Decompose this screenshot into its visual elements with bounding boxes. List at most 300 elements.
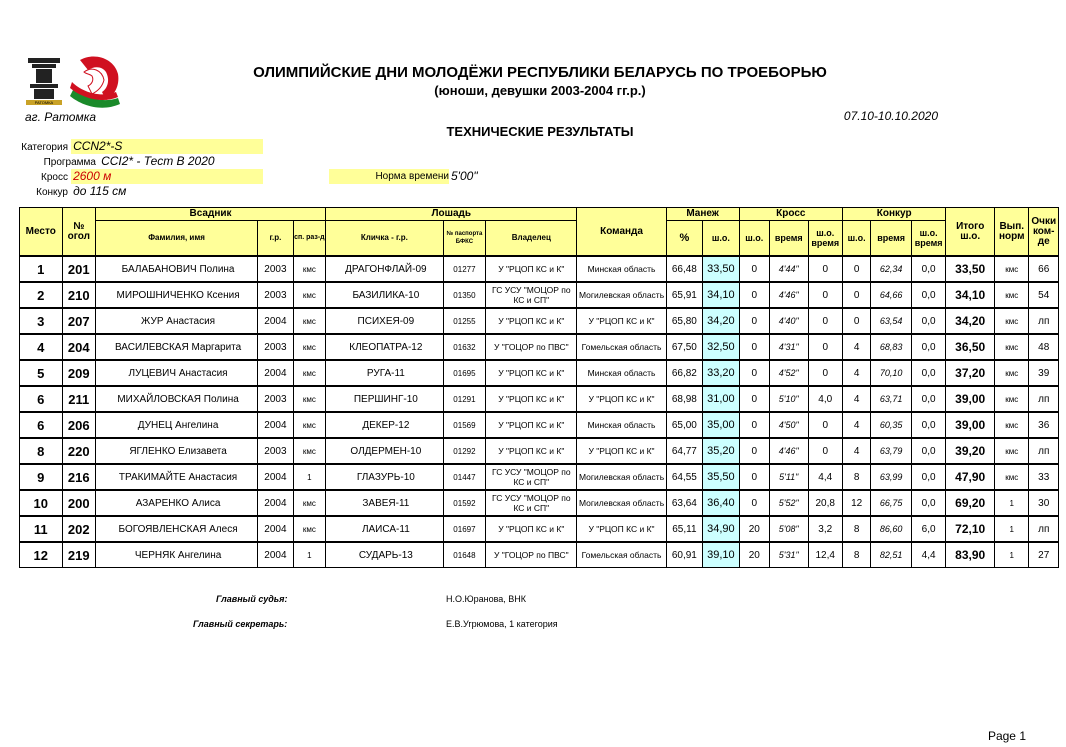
- cell-owner: У "РЦОП КС и К": [486, 256, 577, 282]
- cell-norm: кмс: [995, 282, 1029, 308]
- cell-rank: кмс: [293, 360, 325, 386]
- cell-norm: кмс: [995, 386, 1029, 412]
- cell-owner: У "РЦОП КС и К": [486, 386, 577, 412]
- table-row: [20, 464, 1059, 490]
- cell-year: 2003: [258, 282, 293, 308]
- cell-place: 12: [20, 542, 63, 568]
- page-title: ОЛИМПИЙСКИЕ ДНИ МОЛОДЁЖИ РЕСПУБЛИКИ БЕЛАРУСЬ ПО ТРОЕБОРЬЮ: [253, 64, 827, 81]
- cell-year: 2003: [258, 334, 293, 360]
- col-pct: %: [666, 221, 702, 257]
- cell-cross-time-pen: 0: [808, 282, 842, 308]
- cell-dressage-pen: 39,10: [703, 542, 740, 568]
- cell-jump-time-pen: 0,0: [911, 412, 945, 438]
- jump-label: Конкур: [36, 187, 68, 198]
- cell-norm: кмс: [995, 308, 1029, 334]
- group-rider: Всадник: [96, 208, 326, 221]
- cell-norm: кмс: [995, 360, 1029, 386]
- cell-rider-name: ЛУЦЕВИЧ Анастасия: [96, 360, 258, 386]
- cell-owner: ГС УСУ "МОЦОР по КС и СП": [486, 490, 577, 516]
- cell-total: 37,20: [946, 360, 995, 386]
- cell-owner: У "РЦОП КС и К": [486, 308, 577, 334]
- cell-cross-pen: 0: [739, 464, 769, 490]
- cell-horse-name: БАЗИЛИКА-10: [326, 282, 444, 308]
- cell-team: Минская область: [577, 360, 666, 386]
- group-cross: Кросс: [739, 208, 842, 221]
- cell-cross-time: 5'08": [770, 516, 809, 542]
- cell-rider-name: ВАСИЛЕВСКАЯ Маргарита: [96, 334, 258, 360]
- cell-jump-time-pen: 0,0: [911, 360, 945, 386]
- cell-cross-pen: 0: [739, 438, 769, 464]
- cell-cross-time-pen: 20,8: [808, 490, 842, 516]
- cell-bib: 204: [62, 334, 95, 360]
- cell-cross-pen: 0: [739, 386, 769, 412]
- cell-norm: 1: [995, 516, 1029, 542]
- cell-place: 6: [20, 386, 63, 412]
- col-year: г.р.: [258, 221, 293, 257]
- cell-cross-time: 5'31": [770, 542, 809, 568]
- cell-rider-name: МИХАЙЛОВСКАЯ Полина: [96, 386, 258, 412]
- cell-dressage-pen: 35,00: [703, 412, 740, 438]
- cell-cross-time-pen: 0: [808, 308, 842, 334]
- cell-dressage-pct: 60,91: [666, 542, 702, 568]
- cell-cross-time-pen: 4,4: [808, 464, 842, 490]
- cell-rank: кмс: [293, 256, 325, 282]
- cell-jump-time-pen: 6,0: [911, 516, 945, 542]
- cell-cross-pen: 20: [739, 542, 769, 568]
- cell-rank: кмс: [293, 334, 325, 360]
- results-body: [20, 256, 1059, 568]
- cell-jump-time: 63,99: [871, 464, 912, 490]
- cell-team-points: 30: [1029, 490, 1059, 516]
- cell-jump-time: 62,34: [871, 256, 912, 282]
- col-bib: № огол: [62, 208, 95, 257]
- cell-cross-time: 4'40": [770, 308, 809, 334]
- cell-horse-name: ДРАГОНФЛАЙ-09: [326, 256, 444, 282]
- cell-dressage-pen: 33,50: [703, 256, 740, 282]
- page-number: Page 1: [987, 729, 1026, 743]
- cell-cross-time-pen: 4,0: [808, 386, 842, 412]
- cell-cross-pen: 20: [739, 516, 769, 542]
- cell-cross-pen: 0: [739, 282, 769, 308]
- logo-text: РАТОМКА: [34, 100, 54, 105]
- cell-horse-name: ДЕКЕР-12: [326, 412, 444, 438]
- cell-jump-time-pen: 0,0: [911, 256, 945, 282]
- program-label: Программа: [43, 157, 96, 168]
- cell-jump-pen: 12: [842, 490, 870, 516]
- col-team: Команда: [577, 208, 666, 257]
- cell-rider-name: МИРОШНИЧЕНКО Ксения: [96, 282, 258, 308]
- cell-cross-time-pen: 0: [808, 334, 842, 360]
- cell-norm: 1: [995, 542, 1029, 568]
- cell-jump-time-pen: 0,0: [911, 386, 945, 412]
- cell-dressage-pct: 64,55: [666, 464, 702, 490]
- cell-norm: кмс: [995, 256, 1029, 282]
- cell-dressage-pct: 65,11: [666, 516, 702, 542]
- cell-jump-time-pen: 0,0: [911, 438, 945, 464]
- event-dates: 07.10-10.10.2020: [843, 109, 938, 123]
- cell-passport: 01632: [443, 334, 486, 360]
- cell-year: 2003: [258, 256, 293, 282]
- cell-cross-time-pen: 12,4: [808, 542, 842, 568]
- cell-total: 36,50: [946, 334, 995, 360]
- cell-team-points: 48: [1029, 334, 1059, 360]
- col-rank: сп. раз-д: [293, 221, 325, 257]
- cell-cross-time: 4'44": [770, 256, 809, 282]
- table-row: [20, 308, 1059, 334]
- cell-jump-pen: 4: [842, 386, 870, 412]
- cell-dressage-pen: 35,50: [703, 464, 740, 490]
- cell-cross-time: 4'52": [770, 360, 809, 386]
- category-label: Категория: [21, 142, 68, 153]
- cell-place: 6: [20, 412, 63, 438]
- cell-rider-name: ДУНЕЦ Ангелина: [96, 412, 258, 438]
- table-row: [20, 412, 1059, 438]
- cell-owner: У "РЦОП КС и К": [486, 412, 577, 438]
- cell-cross-time-pen: 0: [808, 256, 842, 282]
- cell-jump-time-pen: 4,4: [911, 542, 945, 568]
- cell-rider-name: БАЛАБАНОВИЧ Полина: [96, 256, 258, 282]
- cell-cross-time: 4'31": [770, 334, 809, 360]
- cell-rider-name: ЯГЛЕНКО Елизавета: [96, 438, 258, 464]
- cell-jump-time: 63,71: [871, 386, 912, 412]
- cell-team-points: 54: [1029, 282, 1059, 308]
- cell-rank: кмс: [293, 308, 325, 334]
- group-horse: Лошадь: [326, 208, 577, 221]
- cell-jump-pen: 8: [842, 516, 870, 542]
- cell-team: Минская область: [577, 412, 666, 438]
- cell-jump-pen: 4: [842, 412, 870, 438]
- table-row: [20, 360, 1059, 386]
- cell-team: У "РЦОП КС и К": [577, 438, 666, 464]
- info-cross: [0, 169, 263, 184]
- cell-rider-name: ЖУР Анастасия: [96, 308, 258, 334]
- cell-rider-name: ТРАКИМАЙТЕ Анастасия: [96, 464, 258, 490]
- col-d-pen: ш.о.: [703, 221, 740, 257]
- cell-rank: кмс: [293, 386, 325, 412]
- cell-dressage-pen: 35,20: [703, 438, 740, 464]
- cell-horse-name: РУГА-11: [326, 360, 444, 386]
- col-j-time: время: [871, 221, 912, 257]
- cell-jump-time: 63,54: [871, 308, 912, 334]
- cell-dressage-pct: 66,48: [666, 256, 702, 282]
- cell-place: 11: [20, 516, 63, 542]
- cell-jump-pen: 4: [842, 360, 870, 386]
- cell-jump-time: 66,75: [871, 490, 912, 516]
- time-norm-value: 5'00": [451, 169, 478, 183]
- cell-bib: 219: [62, 542, 95, 568]
- cell-team-points: лп: [1029, 438, 1059, 464]
- col-team-points: Очки ком-де: [1029, 208, 1059, 257]
- cell-passport: 01292: [443, 438, 486, 464]
- cell-passport: 01447: [443, 464, 486, 490]
- cell-rank: кмс: [293, 516, 325, 542]
- cell-total: 34,10: [946, 282, 995, 308]
- cell-team: Гомельская область: [577, 542, 666, 568]
- cell-jump-time-pen: 0,0: [911, 334, 945, 360]
- cell-year: 2003: [258, 386, 293, 412]
- cell-place: 1: [20, 256, 63, 282]
- table-row: [20, 516, 1059, 542]
- cell-team: Могилевская область: [577, 282, 666, 308]
- col-place: Место: [20, 208, 63, 257]
- cell-norm: кмс: [995, 412, 1029, 438]
- cell-dressage-pen: 32,50: [703, 334, 740, 360]
- judge-label: Главный судья:: [216, 594, 288, 604]
- cell-year: 2004: [258, 542, 293, 568]
- table-row: [20, 256, 1059, 282]
- cell-dressage-pen: 34,90: [703, 516, 740, 542]
- cell-jump-pen: 4: [842, 438, 870, 464]
- col-name: Фамилия, имя: [96, 221, 258, 257]
- cell-passport: 01592: [443, 490, 486, 516]
- cell-bib: 209: [62, 360, 95, 386]
- cell-owner: ГС УСУ "МОЦОР по КС и СП": [486, 464, 577, 490]
- cell-dressage-pct: 67,50: [666, 334, 702, 360]
- cell-jump-pen: 8: [842, 542, 870, 568]
- cell-cross-time: 5'10": [770, 386, 809, 412]
- cell-horse-name: ПЕРШИНГ-10: [326, 386, 444, 412]
- cell-rider-name: АЗАРЕНКО Алиса: [96, 490, 258, 516]
- cell-year: 2004: [258, 490, 293, 516]
- cell-total: 33,50: [946, 256, 995, 282]
- cell-dressage-pct: 63,64: [666, 490, 702, 516]
- cell-owner: У "РЦОП КС и К": [486, 438, 577, 464]
- cell-year: 2004: [258, 464, 293, 490]
- cell-owner: У "РЦОП КС и К": [486, 360, 577, 386]
- judge-name: Н.О.Юранова, ВНК: [446, 594, 527, 604]
- cell-jump-time-pen: 0,0: [911, 282, 945, 308]
- cell-team-points: 36: [1029, 412, 1059, 438]
- cell-cross-pen: 0: [739, 360, 769, 386]
- secretary-label: Главный секретарь:: [193, 619, 288, 629]
- cell-cross-time-pen: 3,2: [808, 516, 842, 542]
- cell-rider-name: БОГОЯВЛЕНСКАЯ Алеся: [96, 516, 258, 542]
- cell-cross-pen: 0: [739, 412, 769, 438]
- cell-team-points: лп: [1029, 516, 1059, 542]
- cell-bib: 216: [62, 464, 95, 490]
- cell-horse-name: ЗАВЕЯ-11: [326, 490, 444, 516]
- cell-team-points: лп: [1029, 308, 1059, 334]
- cell-total: 39,00: [946, 386, 995, 412]
- info-category: [0, 139, 263, 154]
- info-program: [0, 154, 215, 169]
- cell-horse-name: ГЛАЗУРЬ-10: [326, 464, 444, 490]
- col-j-time-pen: ш.о. время: [911, 221, 945, 257]
- cell-cross-time: 5'52": [770, 490, 809, 516]
- cell-dressage-pct: 65,91: [666, 282, 702, 308]
- col-j-pen: ш.о.: [842, 221, 870, 257]
- cell-dressage-pen: 33,20: [703, 360, 740, 386]
- cell-cross-time: 4'46": [770, 438, 809, 464]
- col-owner: Владелец: [486, 221, 577, 257]
- cell-total: 39,00: [946, 412, 995, 438]
- cell-jump-time: 68,83: [871, 334, 912, 360]
- cell-bib: 201: [62, 256, 95, 282]
- cell-norm: кмс: [995, 464, 1029, 490]
- cell-jump-time: 64,66: [871, 282, 912, 308]
- cell-team: У "РЦОП КС и К": [577, 516, 666, 542]
- cell-bib: 206: [62, 412, 95, 438]
- cell-owner: У "ГОЦОР по ПВС": [486, 542, 577, 568]
- cell-jump-time-pen: 0,0: [911, 308, 945, 334]
- table-row: [20, 282, 1059, 308]
- cell-place: 2: [20, 282, 63, 308]
- cell-place: 4: [20, 334, 63, 360]
- secretary-name: Е.В.Угрюмова, 1 категория: [446, 619, 558, 629]
- col-c-time-pen: ш.о. время: [808, 221, 842, 257]
- cell-dressage-pen: 34,20: [703, 308, 740, 334]
- cell-jump-time: 63,79: [871, 438, 912, 464]
- cell-dressage-pen: 34,10: [703, 282, 740, 308]
- table-row: [20, 438, 1059, 464]
- cell-team: Могилевская область: [577, 464, 666, 490]
- cell-cross-time: 5'11": [770, 464, 809, 490]
- cell-passport: 01255: [443, 308, 486, 334]
- cell-total: 47,90: [946, 464, 995, 490]
- program-value: CCI2* - Тест В 2020: [101, 154, 215, 168]
- cell-bib: 210: [62, 282, 95, 308]
- table-row: [20, 542, 1059, 568]
- cell-place: 8: [20, 438, 63, 464]
- cell-team: У "РЦОП КС и К": [577, 308, 666, 334]
- cell-horse-name: ЛАИСА-11: [326, 516, 444, 542]
- cell-total: 39,20: [946, 438, 995, 464]
- cell-horse-name: ПСИХЕЯ-09: [326, 308, 444, 334]
- logo: [22, 52, 137, 114]
- cell-team: У "РЦОП КС и К": [577, 386, 666, 412]
- cell-year: 2004: [258, 308, 293, 334]
- cell-dressage-pct: 66,82: [666, 360, 702, 386]
- col-c-pen: ш.о.: [739, 221, 769, 257]
- cell-place: 9: [20, 464, 63, 490]
- cell-rank: 1: [293, 542, 325, 568]
- cell-cross-time-pen: 0: [808, 438, 842, 464]
- cell-place: 5: [20, 360, 63, 386]
- jump-value: до 115 см: [73, 184, 127, 198]
- cell-cross-pen: 0: [739, 256, 769, 282]
- cell-passport: 01291: [443, 386, 486, 412]
- cell-jump-time: 60,35: [871, 412, 912, 438]
- cell-total: 72,10: [946, 516, 995, 542]
- cell-team-points: лп: [1029, 386, 1059, 412]
- cell-dressage-pen: 36,40: [703, 490, 740, 516]
- cell-year: 2004: [258, 516, 293, 542]
- venue: аг. Ратомка: [25, 110, 97, 124]
- col-norm: Вып. норм: [995, 208, 1029, 257]
- cell-total: 34,20: [946, 308, 995, 334]
- cell-year: 2004: [258, 412, 293, 438]
- cell-cross-time-pen: 0: [808, 412, 842, 438]
- cell-bib: 207: [62, 308, 95, 334]
- col-total: Итого ш.о.: [946, 208, 995, 257]
- cell-cross-pen: 0: [739, 490, 769, 516]
- group-jump: Конкур: [842, 208, 945, 221]
- cell-jump-time: 70,10: [871, 360, 912, 386]
- cell-team-points: 27: [1029, 542, 1059, 568]
- cell-dressage-pen: 31,00: [703, 386, 740, 412]
- cell-horse-name: ОЛДЕРМЕН-10: [326, 438, 444, 464]
- cell-rider-name: ЧЕРНЯК Ангелина: [96, 542, 258, 568]
- cell-cross-time: 4'46": [770, 282, 809, 308]
- page-subtitle: (юноши, девушки 2003-2004 гг.р.): [434, 83, 646, 98]
- cell-dressage-pct: 68,98: [666, 386, 702, 412]
- cell-dressage-pct: 65,80: [666, 308, 702, 334]
- cell-bib: 202: [62, 516, 95, 542]
- cell-team: Могилевская область: [577, 490, 666, 516]
- table-row: [20, 334, 1059, 360]
- results-table: [19, 207, 1059, 568]
- cell-jump-time: 82,51: [871, 542, 912, 568]
- cell-passport: 01697: [443, 516, 486, 542]
- cell-team-points: 33: [1029, 464, 1059, 490]
- cell-rank: 1: [293, 464, 325, 490]
- cell-place: 10: [20, 490, 63, 516]
- cell-passport: 01695: [443, 360, 486, 386]
- cell-total: 83,90: [946, 542, 995, 568]
- cell-rank: кмс: [293, 438, 325, 464]
- cell-cross-time: 4'50": [770, 412, 809, 438]
- cell-total: 69,20: [946, 490, 995, 516]
- cell-bib: 211: [62, 386, 95, 412]
- cell-bib: 200: [62, 490, 95, 516]
- group-dressage: Манеж: [666, 208, 739, 221]
- cell-team-points: 39: [1029, 360, 1059, 386]
- table-row: [20, 490, 1059, 516]
- cell-owner: ГС УСУ "МОЦОР по КС и СП": [486, 282, 577, 308]
- cell-place: 3: [20, 308, 63, 334]
- cell-norm: кмс: [995, 334, 1029, 360]
- cell-passport: 01569: [443, 412, 486, 438]
- cell-jump-pen: 0: [842, 256, 870, 282]
- cell-jump-time-pen: 0,0: [911, 464, 945, 490]
- cell-dressage-pct: 65,00: [666, 412, 702, 438]
- cell-owner: У "ГОЦОР по ПВС": [486, 334, 577, 360]
- cell-team: Минская область: [577, 256, 666, 282]
- cell-rank: кмс: [293, 490, 325, 516]
- cell-norm: 1: [995, 490, 1029, 516]
- col-c-time: время: [770, 221, 809, 257]
- cell-horse-name: КЛЕОПАТРА-12: [326, 334, 444, 360]
- cell-owner: У "РЦОП КС и К": [486, 516, 577, 542]
- cell-rank: кмс: [293, 282, 325, 308]
- info-jump: [0, 184, 126, 199]
- cell-jump-time: 86,60: [871, 516, 912, 542]
- cell-rank: кмс: [293, 412, 325, 438]
- cell-team: Гомельская область: [577, 334, 666, 360]
- time-norm-label: Норма времени: [329, 169, 449, 184]
- cell-team-points: 66: [1029, 256, 1059, 282]
- cell-cross-pen: 0: [739, 334, 769, 360]
- cell-bib: 220: [62, 438, 95, 464]
- cell-jump-pen: 4: [842, 334, 870, 360]
- cell-jump-pen: 8: [842, 464, 870, 490]
- cell-horse-name: СУДАРЬ-13: [326, 542, 444, 568]
- cell-jump-pen: 0: [842, 308, 870, 334]
- cell-year: 2004: [258, 360, 293, 386]
- cell-norm: кмс: [995, 438, 1029, 464]
- cell-year: 2003: [258, 438, 293, 464]
- cross-label: Кросс: [41, 172, 68, 183]
- cell-passport: 01350: [443, 282, 486, 308]
- cross-value: 2600 м: [71, 169, 263, 184]
- col-horse-name: Кличка - г.р.: [326, 221, 444, 257]
- col-passport: № паспорта БФКС: [443, 221, 486, 257]
- cell-dressage-pct: 64,77: [666, 438, 702, 464]
- table-row: [20, 386, 1059, 412]
- cell-cross-time-pen: 0: [808, 360, 842, 386]
- cell-passport: 01277: [443, 256, 486, 282]
- category-value: CCN2*-S: [71, 139, 263, 154]
